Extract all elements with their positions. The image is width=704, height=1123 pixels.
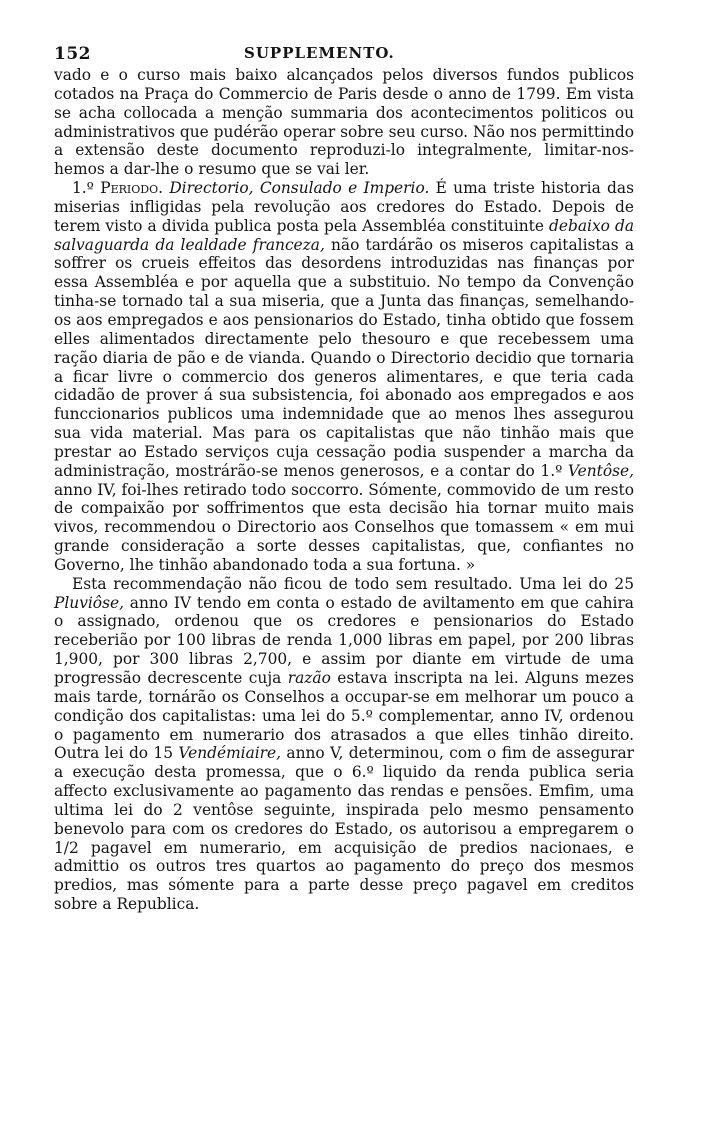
body-text bbox=[54, 66, 634, 914]
paragraph bbox=[54, 575, 634, 914]
text-segment: não tardárão os miseros capitalistas a soffrer os crueis effeitos das desordens introduzidas nas finanças por essa Assembléa e por aquella que a substituio. No tempo da Convenção tinha-se tornado tal a sua miseria, que a Junta das finanças, semelhando-os aos empregados e aos pensionarios do Estado, tinha obtido que fossem elles alimentados directamente pelo thesouro e que recebessem uma ração diaria de pão e de vianda. Quando o Directorio decidio que tornaria a ficar livre o commercio dos generos alimentares, e que teria cada cidadão de prover á sua subsistencia, foi abonado aos empregados e aos funccionarios publicos uma indemnidade que ao menos lhes assegurou sua vida material. Mas para os capitalistas que não tinhão mais que prestar ao Estado serviços cuja cessação podia suspender a marcha da administração, mostrárão-se menos generosos, e a contar do 1.º bbox=[54, 235, 635, 480]
text-segment: anno V, determinou, com o fim de assegurar a execução desta promessa, que o 6.º liquido da renda publica seria affecto exclusivamente ao pagamento das rendas e pensões. Emfim, uma ultima lei do 2 ventôse seguinte, inspirada pelo mesmo pensamento benevolo para com os credores do Estado, os autorisou a empregarem o 1/2 pagavel em numerario, em acquisição de predios nacionaes, e admittio os outros tres quartos ao pagamento do preço dos mesmos predios, mas sómente para a parte desse preço pagavel em creditos sobre a Republica. bbox=[54, 744, 634, 914]
text-segment: Esta recommendação não ficou de todo sem resultado. Uma lei do 25 bbox=[72, 574, 634, 593]
text-segment: 1.º bbox=[72, 179, 101, 198]
text-segment: É uma triste historia das miserias infligidas pela revolução aos credores do Estado. Depois de terem visto a divida publica posta pela Assembléa constituinte bbox=[54, 179, 634, 235]
text-segment: estava inscripta na lei. Alguns mezes mais tarde, tornárão os Conselhos a occupar-se em melhorar um pouco a condição dos capitalistas: uma lei do 5.º complementar, anno IV, ordenou o pagamento em numerario dos atrasados a que elles tinhão direito. Outra lei do 15 bbox=[54, 669, 634, 763]
text-segment: . bbox=[158, 179, 170, 198]
italic-text: razão bbox=[287, 669, 331, 687]
page-header bbox=[54, 40, 634, 66]
italic-text: Vendémiaire, bbox=[178, 744, 282, 763]
running-head: SUPPLEMENTO. bbox=[244, 44, 395, 62]
italic-text: Pluviôse, bbox=[54, 593, 124, 612]
italic-text: Directorio, Consulado e Imperio. bbox=[169, 179, 430, 198]
book-page bbox=[54, 40, 634, 914]
italic-text: Ventôse, bbox=[567, 461, 634, 480]
paragraph bbox=[54, 179, 634, 575]
text-segment: anno IV, foi-lhes retirado todo soccorro. Sómente, commovido de um resto de compaixão por soffrimentos que esta decisão hia tornar muito mais vivos, recommendou o Directorio aos Conselhos que tomassem « em mui grande consideração a sorte desses capitalistas, que, confiantes no Governo, lhe tinhão abandonado toda a sua fortuna. » bbox=[54, 480, 634, 574]
text-segment: anno IV tendo em conta o estado de aviltamento em que cahira o assignado, ordenou que os credores e pensionarios do Estado receberião por 100 libras de renda 1,000 libras em papel, por 200 libras 1,900, por 300 libras 2,700, e assim por diante em virtude de uma progressão decrescente cuja bbox=[54, 593, 634, 687]
text-segment: vado e o curso mais baixo alcançados pelos diversos fundos publicos cotados na Praça do Commercio de Paris desde o anno de 1799. Em vista se acha collocada a menção summaria dos acontecimentos politicos ou administrativos que pudérão operar sobre seu curso. Não nos permittindo a extensão deste documento reproduzi-lo integralmente, limitar-nos-hemos a dar-lhe o resumo que se vai ler. bbox=[54, 66, 634, 179]
text-segment: Periodo bbox=[100, 179, 159, 198]
paragraph bbox=[54, 66, 634, 179]
page-number: 152 bbox=[54, 44, 91, 64]
italic-text: debaixo da salvaguarda da lealdade franceza, bbox=[54, 216, 634, 254]
